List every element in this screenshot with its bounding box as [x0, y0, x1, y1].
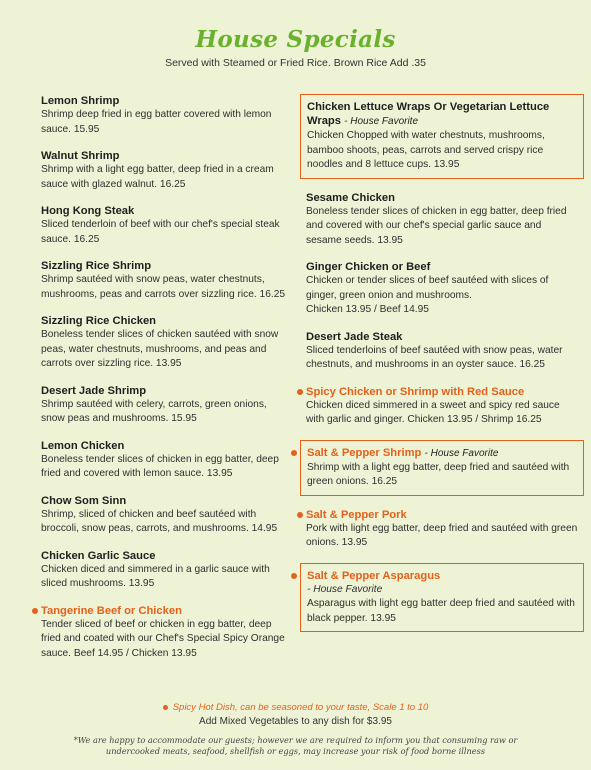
- item-description: Chicken or tender slices of beef sautéed with slices of ginger, green onion and mushrooms.: [306, 275, 549, 301]
- item-description: Shrimp deep fried in egg batter covered with lemon sauce. 15.95: [41, 109, 272, 135]
- item-description: Boneless tender slices of chicken in egg batter, deep fried and covered with our chef's special garlic sauce and sesame seeds. 13.95: [306, 205, 567, 246]
- menu-item-tangerine-beef-chicken: [41, 604, 293, 662]
- left-column: [41, 94, 293, 673]
- menu-item-hong-kong-steak: [41, 204, 293, 247]
- item-description: Boneless tender slices of chicken sautéed with snow peas, water chestnuts, mushrooms, and peas and carrots over sizzling rice. 13.95: [41, 329, 279, 369]
- item-description: Pork with light egg batter, deep fried and sautéed with green onions. 13.95: [306, 522, 578, 548]
- item-price: Chicken 13.95 / Beef 14.95: [306, 304, 429, 315]
- item-description: Shrimp, sliced of chicken and beef sautéed with broccoli, snow peas, carrots, and mushrooms. 14.95: [41, 508, 278, 534]
- item-name: Desert Jade Shrimp: [41, 384, 147, 397]
- spicy-legend-text: Spicy Hot Dish, can be seasoned to your taste, Scale 1 to 10: [172, 702, 429, 713]
- item-description: Chicken diced and simmered in a garlic sauce with sliced mushrooms. 13.95: [41, 563, 270, 589]
- right-column: [306, 94, 578, 644]
- menu-item-sizzling-rice-chicken: [41, 314, 293, 372]
- item-description: Shrimp sautéed with celery, carrots, green onions, snow peas and mushrooms. 15.95: [41, 398, 267, 424]
- item-name: [307, 446, 577, 461]
- item-name-text: Salt & Pepper Shrimp: [307, 446, 422, 459]
- spicy-dot-icon: [297, 389, 303, 395]
- menu-item-desert-jade-steak: [306, 330, 578, 373]
- item-name-text: Chicken Lettuce Wraps Or Vegetarian Lettuce Wraps: [307, 101, 550, 127]
- menu-item-salt-pepper-pork: [306, 508, 578, 551]
- spicy-dot-icon: [291, 450, 297, 456]
- house-favorite-tag: - House Favorite: [307, 583, 383, 595]
- spicy-dot-icon: [163, 705, 168, 710]
- item-name: Walnut Shrimp: [41, 150, 120, 162]
- item-name: Lemon Shrimp: [41, 95, 120, 107]
- item-name: Desert Jade Steak: [306, 330, 403, 343]
- menu-item-sesame-chicken: [306, 191, 578, 249]
- add-vegetables-note: Add Mixed Vegetables to any dish for $3.95: [199, 716, 392, 727]
- menu-item-ginger-chicken-beef: [306, 260, 578, 318]
- house-favorite-tag: - House Favorite: [344, 116, 419, 127]
- menu-item-lemon-chicken: [41, 439, 293, 482]
- item-description: Chicken diced simmered in a sweet and spicy red sauce with garlic and ginger. Chicken 13.95 / Shrimp 16.25: [306, 399, 560, 425]
- item-name: Salt & Pepper Asparagus: [307, 569, 441, 582]
- item-description: Boneless tender slices of chicken in egg batter, deep fried and covered with lemon sauce. 13.95: [41, 453, 279, 479]
- menu-item-salt-pepper-asparagus: [300, 563, 584, 633]
- spicy-dot-icon: [291, 573, 297, 579]
- menu-item-lemon-shrimp: [41, 94, 293, 137]
- item-name: Ginger Chicken or Beef: [306, 261, 431, 273]
- item-name: Sizzling Rice Chicken: [41, 315, 157, 327]
- page-title: House Specials: [195, 26, 396, 53]
- menu-item-walnut-shrimp: [41, 149, 293, 192]
- food-safety-disclaimer: *We are happy to accommodate our guests; however we are required to inform you that consuming raw or undercooked meats, seafood, shellfish or eggs, may increase your risk of food borne illness: [73, 735, 518, 756]
- item-description: Tender sliced of beef or chicken in egg batter, deep fried and coated with our Chef's Special Spicy Orange sauce. Beef 14.95 / Chicken 13.95: [41, 618, 285, 659]
- item-description: Shrimp with a light egg batter, deep fried and sautéed with green onions. 16.25: [307, 461, 570, 487]
- menu-item-lettuce-wraps: [300, 94, 584, 179]
- item-name: Lemon Chicken: [41, 439, 125, 452]
- item-description: Chicken Chopped with water chestnuts, mushrooms, bamboo shoots, peas, carrots and served crispy rice noodles and 8 lettuce cups. 13.95: [307, 130, 545, 170]
- spicy-legend: [0, 702, 591, 713]
- house-favorite-tag: - House Favorite: [424, 447, 499, 459]
- item-name: Sizzling Rice Shrimp: [41, 260, 152, 272]
- item-name: Chow Som Sinn: [41, 494, 127, 507]
- menu-item-desert-jade-shrimp: [41, 384, 293, 427]
- item-name: Sesame Chicken: [306, 191, 395, 204]
- spicy-dot-icon: [297, 512, 303, 518]
- menu-item-chicken-garlic-sauce: [41, 549, 293, 592]
- menu-item-sizzling-rice-shrimp: [41, 259, 293, 302]
- item-name: Spicy Chicken or Shrimp with Red Sauce: [306, 385, 525, 398]
- menu-item-spicy-chicken-shrimp: [306, 385, 578, 428]
- item-name: [307, 100, 577, 129]
- menu-item-chow-som-sinn: [41, 494, 293, 537]
- item-description: Sliced tenderloin of beef with our chef's special steak sauce. 16.25: [41, 219, 280, 245]
- item-description: Sliced tenderloins of beef sautéed with snow peas, water chestnuts, and mushrooms in an oyster sauce. 16.25: [306, 344, 563, 370]
- page-subtitle: Served with Steamed or Fried Rice. Brown Rice Add .35: [165, 57, 426, 69]
- item-description: Shrimp sautéed with snow peas, water chestnuts, mushrooms, peas and carrots over sizzling rice. 16.25: [41, 274, 286, 300]
- item-description: Asparagus with light egg batter deep fried and sautéed with black pepper. 13.95: [307, 598, 575, 624]
- item-name: Hong Kong Steak: [41, 205, 135, 217]
- spicy-dot-icon: [32, 608, 38, 614]
- item-name: Salt & Pepper Pork: [306, 508, 407, 521]
- item-name: Chicken Garlic Sauce: [41, 549, 156, 562]
- menu-item-salt-pepper-shrimp: [300, 440, 584, 496]
- item-description: Shrimp with a light egg batter, deep fried in a cream sauce with glazed walnut. 16.25: [41, 164, 274, 190]
- item-name: Tangerine Beef or Chicken: [41, 604, 182, 617]
